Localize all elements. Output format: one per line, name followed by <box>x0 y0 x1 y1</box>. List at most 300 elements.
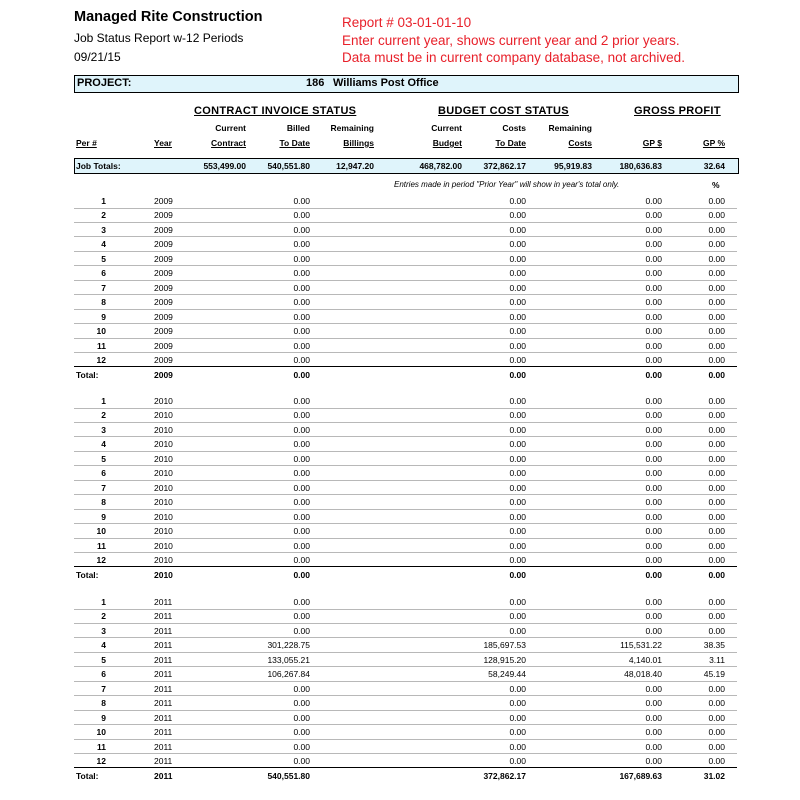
year-total-year: 2009 <box>154 370 173 381</box>
period-gp-pct: 0.00 <box>708 268 725 279</box>
col-billed-h2: To Date <box>279 138 310 148</box>
period-billed: 0.00 <box>293 727 310 738</box>
period-number: 8 <box>101 698 106 709</box>
period-year: 2010 <box>154 511 173 522</box>
year-total-rule <box>74 566 737 567</box>
period-gp: 0.00 <box>645 340 662 351</box>
period-gp: 0.00 <box>645 727 662 738</box>
period-gp-pct: 0.00 <box>708 482 725 493</box>
period-year: 2010 <box>154 468 173 479</box>
period-number: 5 <box>101 253 106 264</box>
period-gp-pct: 0.00 <box>708 511 725 522</box>
job-totals-cost-remaining: 95,919.83 <box>554 161 592 171</box>
period-billed: 0.00 <box>293 683 310 694</box>
job-totals-remaining: 12,947.20 <box>336 161 374 171</box>
row-divider <box>74 724 737 725</box>
period-billed: 0.00 <box>293 611 310 622</box>
period-gp-pct: 0.00 <box>708 755 725 766</box>
period-billed: 0.00 <box>293 453 310 464</box>
period-gp-pct: 0.00 <box>708 396 725 406</box>
period-year: 2010 <box>154 439 173 450</box>
year-total-billed: 540,551.80 <box>267 771 310 782</box>
period-number: 10 <box>96 526 106 537</box>
period-billed: 0.00 <box>293 741 310 752</box>
period-year: 2011 <box>154 597 173 607</box>
period-billed: 0.00 <box>293 625 310 636</box>
row-divider <box>74 681 737 682</box>
col-contract-h2: Contract <box>211 138 246 148</box>
period-costs: 0.00 <box>509 712 526 723</box>
period-year: 2009 <box>154 282 173 293</box>
prior-year-note: Entries made in period "Prior Year" will show in year's total only. <box>394 180 620 189</box>
col-per: Per # <box>76 138 97 148</box>
period-gp: 0.00 <box>645 741 662 752</box>
period-gp: 0.00 <box>645 468 662 479</box>
period-year: 2009 <box>154 326 173 337</box>
row-divider <box>74 552 737 553</box>
period-number: 2 <box>101 410 106 421</box>
period-gp: 48,018.40 <box>624 669 662 680</box>
period-gp-pct: 0.00 <box>708 526 725 537</box>
year-total-label: Total: <box>76 570 99 581</box>
row-divider <box>74 623 737 624</box>
period-gp: 0.00 <box>645 354 662 365</box>
period-year: 2009 <box>154 268 173 279</box>
period-costs: 0.00 <box>509 698 526 709</box>
period-costs: 0.00 <box>509 497 526 508</box>
period-number: 11 <box>97 741 106 752</box>
period-year: 2010 <box>154 497 173 508</box>
period-costs: 0.00 <box>509 468 526 479</box>
row-divider <box>74 338 737 339</box>
report-title: Job Status Report w-12 Periods <box>74 31 244 45</box>
row-divider <box>74 753 737 754</box>
period-costs: 0.00 <box>509 439 526 450</box>
period-gp-pct: 0.00 <box>708 683 725 694</box>
period-gp: 0.00 <box>645 526 662 537</box>
period-gp: 0.00 <box>645 625 662 636</box>
row-divider <box>74 637 737 638</box>
group-gross-profit: GROSS PROFIT <box>634 105 721 117</box>
period-gp: 0.00 <box>645 282 662 293</box>
period-billed: 0.00 <box>293 282 310 293</box>
period-number: 10 <box>96 727 106 738</box>
period-billed: 0.00 <box>293 482 310 493</box>
period-billed: 0.00 <box>293 253 310 264</box>
period-costs: 0.00 <box>509 253 526 264</box>
period-gp-pct: 0.00 <box>708 611 725 622</box>
period-gp-pct: 0.00 <box>708 311 725 322</box>
period-billed: 0.00 <box>293 424 310 435</box>
period-gp: 0.00 <box>645 311 662 322</box>
period-number: 11 <box>97 540 106 551</box>
col-cost-remaining-h2: Costs <box>568 138 592 148</box>
period-costs: 0.00 <box>509 297 526 308</box>
period-year: 2010 <box>154 540 173 551</box>
period-billed: 0.00 <box>293 354 310 365</box>
period-number: 4 <box>101 439 106 450</box>
period-gp-pct: 0.00 <box>708 340 725 351</box>
period-costs: 0.00 <box>509 239 526 250</box>
period-year: 2010 <box>154 396 173 406</box>
row-divider <box>74 465 737 466</box>
period-costs: 0.00 <box>509 482 526 493</box>
period-gp: 115,531.22 <box>620 640 662 651</box>
year-total-costs: 0.00 <box>509 570 526 581</box>
period-billed: 0.00 <box>293 439 310 450</box>
period-billed: 0.00 <box>293 326 310 337</box>
row-divider <box>74 666 737 667</box>
period-year: 2011 <box>154 741 173 752</box>
year-total-label: Total: <box>76 771 99 782</box>
period-costs: 0.00 <box>509 326 526 337</box>
period-year: 2011 <box>154 755 173 766</box>
period-number: 1 <box>101 396 106 406</box>
job-totals-contract: 553,499.00 <box>203 161 246 171</box>
period-billed: 0.00 <box>293 526 310 537</box>
period-gp-pct: 0.00 <box>708 282 725 293</box>
period-billed: 0.00 <box>293 597 310 607</box>
period-gp: 0.00 <box>645 253 662 264</box>
period-gp: 0.00 <box>645 439 662 450</box>
row-divider <box>74 436 737 437</box>
row-divider <box>74 523 737 524</box>
row-divider <box>74 609 737 610</box>
period-number: 4 <box>101 239 106 250</box>
period-gp-pct: 0.00 <box>708 410 725 421</box>
project-number: 186 <box>306 77 325 89</box>
period-gp: 0.00 <box>645 597 662 607</box>
period-gp-pct: 0.00 <box>708 224 725 235</box>
period-year: 2010 <box>154 410 173 421</box>
group-contract-invoice-status: CONTRACT INVOICE STATUS <box>194 105 357 117</box>
period-costs: 0.00 <box>509 268 526 279</box>
period-costs: 0.00 <box>509 625 526 636</box>
period-gp: 0.00 <box>645 297 662 308</box>
report-note-database: Data must be in current company database, not archived. <box>342 50 685 65</box>
period-year: 2011 <box>154 683 173 694</box>
report-date: 09/21/15 <box>74 50 121 64</box>
period-year: 2011 <box>154 654 173 665</box>
row-divider <box>74 265 737 266</box>
job-totals-gp-pct: 32.64 <box>703 161 725 171</box>
col-costs-h2: To Date <box>495 138 526 148</box>
period-gp: 0.00 <box>645 497 662 508</box>
period-year: 2011 <box>154 698 173 709</box>
period-number: 3 <box>101 625 106 636</box>
row-divider <box>74 408 737 409</box>
row-divider <box>74 309 737 310</box>
project-name: Williams Post Office <box>333 77 439 89</box>
period-gp-pct: 0.00 <box>708 468 725 479</box>
row-divider <box>74 222 737 223</box>
period-number: 2 <box>101 210 106 221</box>
year-total-gp: 0.00 <box>645 570 662 581</box>
period-number: 8 <box>101 297 106 308</box>
period-gp-pct: 0.00 <box>708 453 725 464</box>
period-costs: 0.00 <box>509 511 526 522</box>
period-number: 7 <box>101 482 106 493</box>
period-gp: 0.00 <box>645 611 662 622</box>
period-number: 1 <box>101 597 106 607</box>
row-divider <box>74 294 737 295</box>
row-divider <box>74 710 737 711</box>
period-gp: 0.00 <box>645 755 662 766</box>
period-year: 2009 <box>154 210 173 221</box>
period-gp-pct: 0.00 <box>708 439 725 450</box>
period-billed: 0.00 <box>293 410 310 421</box>
period-number: 8 <box>101 497 106 508</box>
period-gp: 0.00 <box>645 683 662 694</box>
period-gp: 4,140.01 <box>628 654 662 665</box>
period-billed: 0.00 <box>293 297 310 308</box>
period-costs: 0.00 <box>509 410 526 421</box>
year-total-costs: 0.00 <box>509 370 526 381</box>
period-number: 4 <box>101 640 106 651</box>
period-billed: 0.00 <box>293 468 310 479</box>
period-gp-pct: 3.11 <box>709 654 725 665</box>
group-budget-cost-status: BUDGET COST STATUS <box>438 105 569 117</box>
period-number: 12 <box>96 755 106 766</box>
period-year: 2011 <box>154 712 173 723</box>
period-gp-pct: 38.35 <box>703 640 725 651</box>
col-remaining-h2: Billings <box>343 138 374 148</box>
year-total-costs: 372,862.17 <box>483 771 526 782</box>
period-number: 5 <box>101 654 106 665</box>
period-billed: 0.00 <box>293 210 310 221</box>
period-gp-pct: 0.00 <box>708 741 725 752</box>
period-number: 10 <box>96 326 106 337</box>
col-budget-h1: Current <box>431 123 462 133</box>
period-gp-pct: 0.00 <box>708 354 725 365</box>
col-year: Year <box>154 138 172 148</box>
year-total-rule <box>74 366 737 367</box>
period-costs: 0.00 <box>509 727 526 738</box>
period-year: 2011 <box>154 640 173 651</box>
period-year: 2009 <box>154 239 173 250</box>
period-billed: 0.00 <box>293 755 310 766</box>
period-year: 2011 <box>154 669 173 680</box>
row-divider <box>74 451 737 452</box>
period-gp-pct: 0.00 <box>708 239 725 250</box>
period-number: 6 <box>101 468 106 479</box>
period-gp-pct: 0.00 <box>708 712 725 723</box>
pct-symbol: % <box>712 180 720 190</box>
col-gp-pct: GP % <box>702 138 725 148</box>
period-costs: 0.00 <box>509 526 526 537</box>
period-gp-pct: 0.00 <box>708 698 725 709</box>
period-gp: 0.00 <box>645 712 662 723</box>
period-gp: 0.00 <box>645 424 662 435</box>
period-year: 2009 <box>154 297 173 308</box>
period-number: 7 <box>101 683 106 694</box>
period-billed: 0.00 <box>293 311 310 322</box>
row-divider <box>74 695 737 696</box>
period-year: 2009 <box>154 196 173 206</box>
period-gp-pct: 0.00 <box>708 597 725 607</box>
year-total-gp-pct: 0.00 <box>708 370 725 381</box>
period-year: 2010 <box>154 453 173 464</box>
period-billed: 0.00 <box>293 196 310 206</box>
period-billed: 133,055.21 <box>267 654 310 665</box>
period-gp: 0.00 <box>645 540 662 551</box>
period-number: 3 <box>101 424 106 435</box>
period-number: 11 <box>97 340 106 351</box>
row-divider <box>74 652 737 653</box>
period-billed: 0.00 <box>293 712 310 723</box>
period-year: 2009 <box>154 253 173 264</box>
period-costs: 0.00 <box>509 354 526 365</box>
period-billed: 0.00 <box>293 340 310 351</box>
job-totals-gp: 180,636.83 <box>619 161 662 171</box>
period-costs: 0.00 <box>509 311 526 322</box>
period-number: 9 <box>101 712 106 723</box>
period-gp: 0.00 <box>645 224 662 235</box>
row-divider <box>74 422 737 423</box>
period-year: 2009 <box>154 224 173 235</box>
year-total-label: Total: <box>76 370 99 381</box>
period-year: 2009 <box>154 340 173 351</box>
period-costs: 0.00 <box>509 196 526 206</box>
period-costs: 0.00 <box>509 741 526 752</box>
period-costs: 0.00 <box>509 755 526 766</box>
period-number: 6 <box>101 268 106 279</box>
period-costs: 0.00 <box>509 683 526 694</box>
period-gp-pct: 0.00 <box>708 727 725 738</box>
period-gp-pct: 0.00 <box>708 253 725 264</box>
col-billed-h1: Billed <box>286 123 310 133</box>
project-label: PROJECT: <box>77 77 132 89</box>
row-divider <box>74 494 737 495</box>
period-year: 2010 <box>154 424 173 435</box>
row-divider <box>74 208 737 209</box>
period-billed: 0.00 <box>293 540 310 551</box>
period-year: 2010 <box>154 554 173 565</box>
period-gp: 0.00 <box>645 396 662 406</box>
period-gp-pct: 0.00 <box>708 625 725 636</box>
period-costs: 185,697.53 <box>483 640 526 651</box>
col-cost-remaining-h1: Remaining <box>548 123 592 133</box>
period-year: 2011 <box>154 611 173 622</box>
period-year: 2011 <box>154 727 173 738</box>
year-total-billed: 0.00 <box>293 570 310 581</box>
period-costs: 0.00 <box>509 224 526 235</box>
period-billed: 0.00 <box>293 268 310 279</box>
row-divider <box>74 323 737 324</box>
year-total-gp-pct: 0.00 <box>708 570 725 581</box>
period-number: 12 <box>96 554 106 565</box>
period-costs: 0.00 <box>509 424 526 435</box>
period-billed: 301,228.75 <box>267 640 310 651</box>
col-costs-h1: Costs <box>502 123 526 133</box>
period-billed: 0.00 <box>293 497 310 508</box>
year-total-gp: 0.00 <box>645 370 662 381</box>
year-total-rule <box>74 767 737 768</box>
period-year: 2010 <box>154 526 173 537</box>
period-gp-pct: 0.00 <box>708 497 725 508</box>
period-billed: 0.00 <box>293 511 310 522</box>
period-costs: 0.00 <box>509 597 526 607</box>
period-costs: 128,915.20 <box>483 654 526 665</box>
period-number: 7 <box>101 282 106 293</box>
period-billed: 0.00 <box>293 239 310 250</box>
row-divider <box>74 509 737 510</box>
job-totals-costs: 372,862.17 <box>483 161 526 171</box>
period-billed: 0.00 <box>293 224 310 235</box>
period-costs: 0.00 <box>509 340 526 351</box>
period-costs: 58,249.44 <box>488 669 526 680</box>
period-gp: 0.00 <box>645 554 662 565</box>
period-year: 2009 <box>154 311 173 322</box>
period-costs: 0.00 <box>509 396 526 406</box>
company-name: Managed Rite Construction <box>74 9 263 25</box>
period-billed: 0.00 <box>293 396 310 406</box>
row-divider <box>74 480 737 481</box>
year-total-year: 2011 <box>154 771 173 782</box>
period-gp: 0.00 <box>645 698 662 709</box>
period-number: 6 <box>101 669 106 680</box>
period-costs: 0.00 <box>509 453 526 464</box>
report-note-number: Report # 03-01-01-10 <box>342 15 472 30</box>
period-number: 9 <box>101 311 106 322</box>
period-costs: 0.00 <box>509 611 526 622</box>
period-number: 9 <box>101 511 106 522</box>
row-divider <box>74 251 737 252</box>
col-budget-h2: Budget <box>432 138 462 148</box>
col-gp: GP $ <box>642 138 662 148</box>
job-totals-label: Job Totals: <box>76 161 121 171</box>
period-gp: 0.00 <box>645 326 662 337</box>
col-remaining-h1: Remaining <box>330 123 374 133</box>
row-divider <box>74 352 737 353</box>
period-gp-pct: 0.00 <box>708 196 725 206</box>
period-billed: 106,267.84 <box>267 669 310 680</box>
period-costs: 0.00 <box>509 210 526 221</box>
period-costs: 0.00 <box>509 282 526 293</box>
period-gp-pct: 0.00 <box>708 210 725 221</box>
period-gp-pct: 0.00 <box>708 424 725 435</box>
project-bar <box>74 75 739 93</box>
period-gp-pct: 0.00 <box>708 297 725 308</box>
period-number: 1 <box>101 196 106 206</box>
period-costs: 0.00 <box>509 554 526 565</box>
period-gp-pct: 0.00 <box>708 554 725 565</box>
row-divider <box>74 280 737 281</box>
period-gp: 0.00 <box>645 410 662 421</box>
period-billed: 0.00 <box>293 698 310 709</box>
period-number: 5 <box>101 453 106 464</box>
period-year: 2011 <box>154 625 173 636</box>
year-total-gp-pct: 31.02 <box>703 771 725 782</box>
period-gp: 0.00 <box>645 511 662 522</box>
period-gp: 0.00 <box>645 210 662 221</box>
period-gp: 0.00 <box>645 239 662 250</box>
period-year: 2010 <box>154 482 173 493</box>
year-total-year: 2010 <box>154 570 173 581</box>
year-total-billed: 0.00 <box>293 370 310 381</box>
job-totals-billed: 540,551.80 <box>267 161 310 171</box>
period-gp: 0.00 <box>645 268 662 279</box>
period-gp: 0.00 <box>645 453 662 464</box>
period-number: 12 <box>96 354 106 365</box>
row-divider <box>74 236 737 237</box>
period-year: 2009 <box>154 354 173 365</box>
period-gp: 0.00 <box>645 482 662 493</box>
period-billed: 0.00 <box>293 554 310 565</box>
period-number: 3 <box>101 224 106 235</box>
col-contract-h1: Current <box>215 123 246 133</box>
period-number: 2 <box>101 611 106 622</box>
